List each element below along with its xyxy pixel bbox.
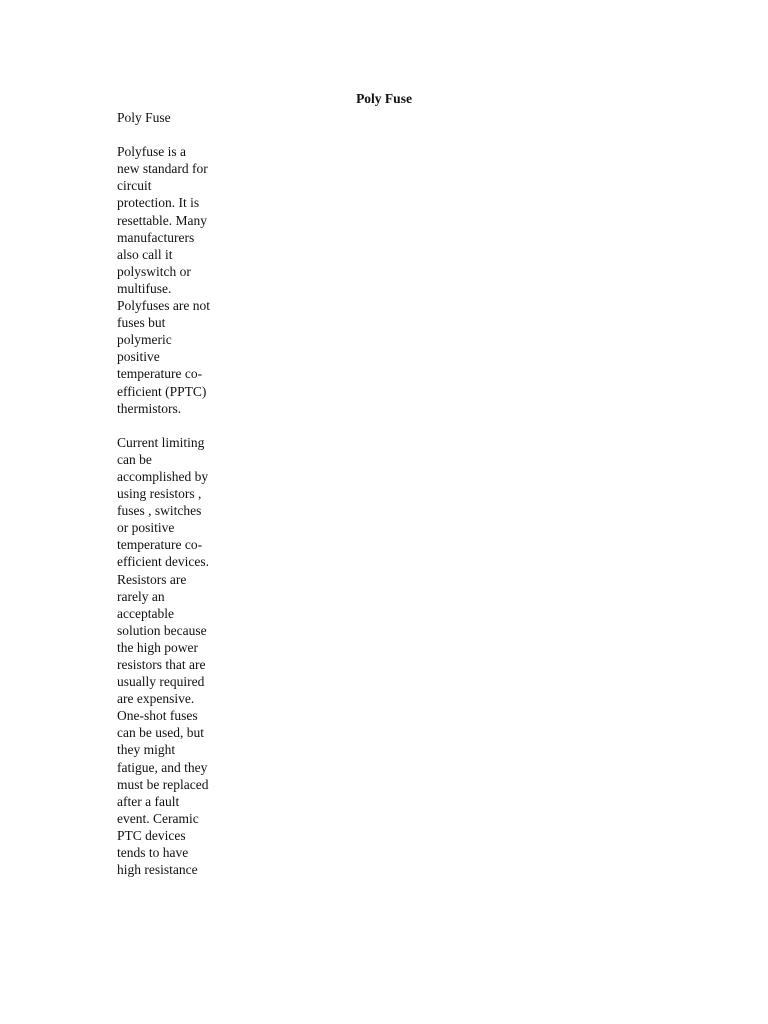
text-line: One-shot fuses: [117, 708, 198, 724]
blank-line: [117, 126, 267, 143]
paragraph-2: [117, 434, 267, 878]
section-heading: Poly Fuse: [117, 110, 171, 125]
text-line: fuses but: [117, 315, 166, 331]
text-line: new standard for: [117, 161, 208, 177]
text-line: thermistors.: [117, 400, 182, 416]
text-line: temperature co-: [117, 537, 203, 553]
document-body: [117, 109, 267, 878]
text-line: high resistance: [117, 862, 198, 878]
text-line: PTC devices: [117, 827, 186, 843]
text-line: fatigue, and they: [117, 759, 208, 775]
text-line: Polyfuse is a: [117, 144, 186, 160]
text-line: using resistors ,: [117, 486, 202, 502]
text-line: can be: [117, 451, 152, 467]
text-line: also call it: [117, 246, 173, 262]
text-line: manufacturers: [117, 229, 195, 245]
page-title: Poly Fuse: [356, 91, 412, 106]
text-line: temperature co-: [117, 366, 203, 382]
text-line: resettable. Many: [117, 212, 207, 228]
text-line: can be used, but: [117, 725, 204, 741]
text-line: protection. It is: [117, 195, 200, 211]
text-line: or positive: [117, 520, 175, 536]
text-line: the high power: [117, 639, 198, 655]
text-line: tends to have: [117, 845, 189, 861]
text-line: efficient (PPTC): [117, 383, 207, 399]
text-line: resistors that are: [117, 657, 206, 672]
text-line: usually required: [117, 674, 205, 690]
text-line: solution because: [117, 622, 207, 638]
text-line: must be replaced: [117, 776, 209, 792]
text-line: accomplished by: [117, 468, 209, 484]
blank-line: [117, 417, 267, 434]
text-line: they might: [117, 742, 176, 758]
text-line: Current limiting: [117, 434, 205, 450]
text-line: Resistors are: [117, 571, 187, 587]
text-line: polymeric: [117, 332, 172, 348]
text-line: multifuse.: [117, 280, 172, 296]
text-line: after a fault: [117, 793, 180, 809]
text-line: event. Ceramic: [117, 810, 199, 826]
text-line: circuit: [117, 178, 152, 194]
text-line: are expensive.: [117, 691, 195, 707]
text-line: rarely an: [117, 588, 165, 604]
paragraph-1: [117, 143, 267, 417]
text-line: efficient devices.: [117, 554, 209, 570]
text-line: acceptable: [117, 605, 174, 621]
text-line: polyswitch or: [117, 263, 191, 279]
text-line: positive: [117, 349, 160, 365]
text-line: Polyfuses are not: [117, 298, 210, 314]
text-line: fuses , switches: [117, 503, 202, 519]
